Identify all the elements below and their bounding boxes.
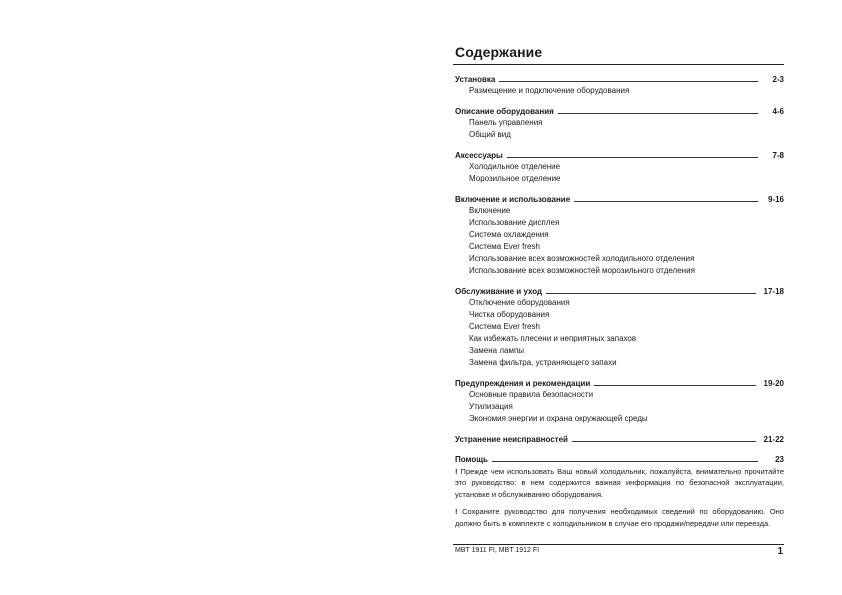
- toc-page-range: 9-16: [767, 195, 784, 204]
- toc-leader-line: [492, 461, 758, 462]
- toc-section-title: Предупреждения и рекомендации: [455, 379, 591, 388]
- toc-page-range: 7-8: [772, 151, 784, 160]
- notes-block: [455, 466, 784, 535]
- toc-leader-line: [546, 293, 755, 294]
- toc-subitem[interactable]: Основные правила безопасности: [469, 390, 594, 399]
- warning-mark: !: [455, 507, 458, 517]
- toc-subitem[interactable]: Система Ever fresh: [469, 322, 540, 331]
- toc-section-title: Аксессуары: [455, 151, 503, 160]
- footer-divider: [453, 544, 784, 545]
- toc-section-heading[interactable]: [455, 377, 784, 389]
- toc-subitem[interactable]: Система Ever fresh: [469, 242, 540, 251]
- toc-section: [455, 105, 784, 141]
- toc-section-title: Обслуживание и уход: [455, 287, 543, 296]
- toc-section-title: Описание оборудования: [455, 107, 554, 116]
- toc-subitem[interactable]: Использование дисплея: [469, 218, 560, 227]
- toc-subitem[interactable]: Замена лампы: [469, 346, 525, 355]
- toc-subitem[interactable]: Экономия энергии и охрана окружающей среды: [469, 414, 648, 423]
- toc-subitem[interactable]: Размещение и подключение оборудования: [469, 86, 630, 95]
- table-of-contents: [455, 73, 784, 473]
- toc-section: [455, 453, 784, 465]
- toc-section: [455, 433, 784, 445]
- toc-section-heading[interactable]: [455, 433, 784, 445]
- note-text: Прежде чем использовать Ваш новый холодильник, пожалуйста, внимательно прочитайте это руководство: в нем содержится важная информация по безопасной эксплуатации, установке и обслуживанию оборудования.: [455, 467, 784, 499]
- toc-subitem[interactable]: Включение: [469, 206, 511, 215]
- toc-section-title: Помощь: [455, 455, 488, 464]
- page-number: 1: [777, 546, 783, 557]
- toc-subitem[interactable]: Как избежать плесени и неприятных запахов: [469, 334, 637, 343]
- toc-page-range: 21-22: [763, 435, 784, 444]
- toc-leader-line: [594, 385, 755, 386]
- toc-leader-line: [499, 81, 758, 82]
- toc-leader-line: [558, 113, 758, 114]
- toc-leader-line: [507, 157, 758, 158]
- page-title: Содержание: [455, 44, 543, 60]
- toc-section: [455, 377, 784, 425]
- toc-section: [455, 73, 784, 97]
- note-keep-manual: [455, 506, 784, 529]
- toc-section-heading[interactable]: [455, 285, 784, 297]
- toc-section-heading[interactable]: [455, 149, 784, 161]
- toc-page-range: 19-20: [763, 379, 784, 388]
- toc-section-heading[interactable]: [455, 73, 784, 85]
- toc-page-range: 2-3: [772, 75, 784, 84]
- toc-section-heading[interactable]: [455, 453, 784, 465]
- toc-section: [455, 193, 784, 277]
- toc-section-heading[interactable]: [455, 105, 784, 117]
- toc-section-title: Включение и использование: [455, 195, 571, 204]
- toc-section: [455, 285, 784, 369]
- toc-subitem[interactable]: Система охлаждения: [469, 230, 549, 239]
- toc-subitem[interactable]: Использование всех возможностей морозильного отделения: [469, 266, 695, 275]
- title-divider: [453, 64, 784, 65]
- toc-subitem[interactable]: Общий вид: [469, 130, 511, 139]
- toc-section-title: Установка: [455, 75, 496, 84]
- toc-leader-line: [572, 441, 756, 442]
- toc-subitem[interactable]: Морозильное отделение: [469, 174, 561, 183]
- toc-subitem[interactable]: Использование всех возможностей холодильного отделения: [469, 254, 695, 263]
- toc-page-range: 4-6: [772, 107, 784, 116]
- toc-subitem[interactable]: Панель управления: [469, 118, 543, 127]
- toc-page-range: 17-18: [763, 287, 784, 296]
- toc-subitem[interactable]: Отключение оборудования: [469, 298, 570, 307]
- toc-page-range: 23: [775, 455, 784, 464]
- toc-section-heading[interactable]: [455, 193, 784, 205]
- warning-mark: !: [455, 467, 458, 476]
- toc-subitem[interactable]: Утилизация: [469, 402, 513, 411]
- model-number: MBT 1911 FI, MBT 1912 FI: [455, 547, 540, 554]
- toc-section: [455, 149, 784, 185]
- note-text: Сохраните руководство для получения необходимых сведений по оборудованию. Оно должно быть в комплекте с холодильником в случае его продажи/передачи или переезда.: [455, 507, 784, 528]
- toc-section-title: Устранение неисправностей: [455, 435, 568, 444]
- toc-leader-line: [574, 201, 758, 202]
- note-read-manual: [455, 466, 784, 500]
- toc-subitem[interactable]: Холодильное отделение: [469, 162, 561, 171]
- toc-subitem[interactable]: Замена фильтра, устраняющего запахи: [469, 358, 617, 367]
- toc-subitem[interactable]: Чистка оборудования: [469, 310, 550, 319]
